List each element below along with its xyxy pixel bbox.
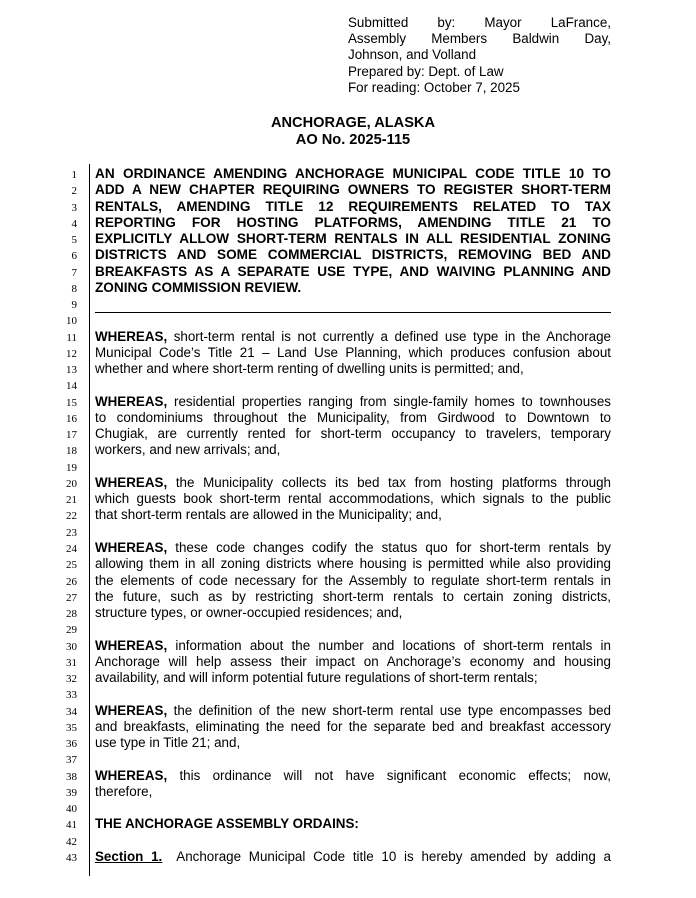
line-content: the definition of the new short-term rental use type encompasses bed (167, 702, 611, 718)
line-number: 43 (66, 851, 77, 864)
submission-header (348, 15, 611, 96)
document-line (0, 784, 696, 800)
line-text (95, 394, 611, 410)
document-line (0, 751, 696, 767)
line-number: 36 (66, 738, 77, 751)
whereas-lead: WHEREAS, (95, 637, 168, 653)
line-text (95, 719, 611, 735)
line-content: AN ORDINANCE AMENDING ANCHORAGE MUNICIPAL CODE TITLE 10 TO (95, 166, 611, 181)
document-line (0, 556, 696, 572)
document-title: ANCHORAGE, ALASKA (270, 115, 436, 131)
line-text (95, 573, 611, 589)
line-text (95, 329, 611, 345)
document-line (0, 182, 696, 198)
line-content: to condominiums throughout the Municipality, from Girdwood to Downtown to (95, 409, 611, 425)
document-line (0, 654, 696, 670)
line-text (95, 540, 611, 556)
document-line (0, 833, 696, 849)
line-content: use type in Title 21; and, (95, 735, 241, 751)
document-line (0, 166, 696, 182)
whereas-lead: WHEREAS, (95, 328, 168, 344)
submitted-by-line: Submitted by: Mayor LaFrance, (348, 15, 611, 30)
line-text (95, 247, 611, 263)
line-text (95, 638, 611, 654)
whereas-lead: WHEREAS, (95, 539, 168, 555)
document-line (0, 768, 696, 784)
line-content: short-term rental is not currently a defined use type in the Anchorage (167, 328, 611, 344)
assembly-members-line: Assembly Members Baldwin Day, (348, 31, 611, 47)
document-line (0, 816, 696, 832)
line-number: 28 (66, 608, 77, 621)
line-number: 25 (66, 559, 77, 572)
line-text (95, 426, 611, 442)
line-number: 4 (71, 217, 77, 230)
line-number: 3 (71, 201, 77, 214)
whereas-lead: WHEREAS, (95, 393, 168, 409)
line-content: structure types, or owner-occupied residences; and, (95, 605, 403, 621)
ordinance-number: AO No. 2025-115 (295, 132, 411, 148)
document-line (0, 442, 696, 458)
document-line (0, 264, 696, 280)
line-text (95, 784, 611, 800)
line-number: 32 (66, 673, 77, 686)
document-line (0, 231, 696, 247)
line-content: that short-term rentals are allowed in the Municipality; and, (95, 507, 442, 523)
line-text (95, 182, 611, 198)
line-content: the elements of code necessary for the Assembly to regulate short-term rentals in (95, 572, 611, 588)
document-line (0, 638, 696, 654)
line-content: ZONING COMMISSION REVIEW. (95, 279, 302, 295)
line-number: 41 (66, 819, 77, 832)
line-number: 9 (71, 299, 77, 312)
line-number: 19 (66, 461, 77, 474)
line-number: 2 (71, 185, 77, 198)
document-line (0, 524, 696, 540)
document-line (0, 605, 696, 621)
line-text (95, 199, 611, 215)
document-line (0, 573, 696, 589)
line-content: EXPLICITLY ALLOW SHORT-TERM RENTALS IN ALL RESIDENTIAL ZONING (95, 231, 611, 247)
line-text (95, 735, 611, 751)
line-content: residential properties ranging from single-family homes to townhouses (167, 393, 611, 409)
line-number: 13 (66, 364, 77, 377)
line-content: DISTRICTS AND SOME COMMERCIAL DISTRICTS, REMOVING BED AND (95, 247, 611, 263)
document-line (0, 686, 696, 702)
document-line (0, 345, 696, 361)
document-line (0, 589, 696, 605)
prepared-by-line: Prepared by: Dept. of Law (348, 63, 504, 79)
document-line (0, 410, 696, 426)
document-line (0, 703, 696, 719)
document-line (0, 329, 696, 345)
for-reading-line: For reading: October 7, 2025 (348, 79, 520, 95)
line-text (95, 816, 611, 832)
document-line (0, 475, 696, 491)
line-text (95, 556, 611, 572)
line-content: information about the number and locations of short-term rentals in (167, 637, 611, 653)
line-text (95, 410, 611, 426)
whereas-lead: WHEREAS, (95, 474, 168, 490)
line-text (95, 345, 611, 361)
line-content: this ordinance will not have significant economic effects; now, (167, 767, 611, 783)
line-text (95, 442, 611, 458)
line-content: Municipal Code’s Title 21 – Land Use Planning, which produces confusion about (95, 344, 611, 360)
line-text (95, 231, 611, 247)
line-number: 42 (66, 835, 77, 848)
line-number: 21 (66, 494, 77, 507)
line-number: 15 (66, 396, 77, 409)
document-line (0, 507, 696, 523)
line-number: 26 (66, 575, 77, 588)
line-text (95, 589, 611, 605)
line-text (95, 491, 611, 507)
line-text (95, 768, 611, 784)
document-line (0, 719, 696, 735)
line-text (95, 849, 611, 865)
line-content: workers, and new arrivals; and, (95, 442, 281, 458)
line-content: and breakfasts, eliminating the need for the separate bed and breakfast accessory (95, 718, 611, 734)
line-content: therefore, (95, 783, 153, 799)
line-number: 33 (66, 689, 77, 702)
line-number: 31 (66, 656, 77, 669)
document-line (0, 280, 696, 296)
document-line (0, 199, 696, 215)
document-line (0, 491, 696, 507)
line-number: 10 (66, 315, 77, 328)
line-number: 18 (66, 445, 77, 458)
whereas-lead: WHEREAS, (95, 702, 168, 718)
document-line (0, 459, 696, 475)
document-line (0, 670, 696, 686)
document-line (0, 361, 696, 377)
line-content: which guests book short-term rental accommodations, which signals to the public (95, 491, 611, 507)
line-text (95, 166, 611, 182)
document-line (0, 621, 696, 637)
line-text (95, 264, 611, 280)
document-line (0, 394, 696, 410)
line-number: 1 (71, 169, 77, 181)
line-number: 5 (71, 234, 77, 247)
document-line (0, 800, 696, 816)
document-line (0, 215, 696, 231)
line-text (95, 280, 611, 296)
line-number: 27 (66, 591, 77, 604)
line-text (95, 475, 611, 491)
document-line (0, 540, 696, 556)
line-content: Anchorage will help assess their impact on Anchorage’s economy and housing (95, 653, 611, 669)
document-line (0, 312, 696, 328)
line-number: 40 (66, 803, 77, 816)
line-text (95, 361, 611, 377)
document-line (0, 377, 696, 393)
line-content: THE ANCHORAGE ASSEMBLY ORDAINS: (95, 816, 359, 832)
members-continued-line: Johnson, and Volland (348, 47, 477, 63)
line-number: 16 (66, 412, 77, 425)
line-content: the Municipality collects its bed tax from hosting platforms through (167, 474, 611, 490)
line-text (95, 670, 611, 686)
line-number: 20 (66, 477, 77, 490)
line-number: 34 (66, 705, 77, 718)
line-number: 30 (66, 640, 77, 653)
line-number: 8 (71, 282, 77, 295)
line-content: availability, and will inform potential future regulations of short-term rentals; (95, 670, 538, 686)
line-number: 37 (66, 754, 77, 767)
line-number: 35 (66, 721, 77, 734)
line-number: 7 (71, 266, 77, 279)
line-content: REPORTING FOR HOSTING PLATFORMS, AMENDING TITLE 21 TO (95, 214, 611, 230)
line-number: 23 (66, 526, 77, 539)
line-number: 29 (66, 624, 77, 637)
line-number: 11 (66, 331, 77, 344)
line-number: 24 (66, 542, 77, 555)
document-line (0, 426, 696, 442)
document-line (0, 735, 696, 751)
line-number: 38 (66, 770, 77, 783)
line-text (95, 654, 611, 670)
line-content: these code changes codify the status quo for short-term rentals by (167, 539, 611, 555)
line-text (95, 703, 611, 719)
line-number: 12 (66, 347, 77, 360)
line-content: whether and where short-term renting of dwelling units is permitted; and, (95, 361, 524, 377)
whereas-lead: WHEREAS, (95, 767, 168, 783)
line-content: Anchorage Municipal Code title 10 is hereby amended by adding a (176, 848, 611, 864)
line-content: RENTALS, AMENDING TITLE 12 REQUIREMENTS RELATED TO TAX (95, 198, 611, 214)
line-number: 22 (66, 510, 77, 523)
line-number: 39 (66, 786, 77, 799)
line-text (95, 507, 611, 523)
line-content: allowing them in all zoning districts where housing is permitted while also providing (95, 556, 611, 572)
line-content: BREAKFASTS AS A SEPARATE USE TYPE, AND WAIVING PLANNING AND (95, 263, 611, 279)
line-number: 6 (71, 250, 77, 263)
line-number: 17 (66, 429, 77, 442)
document-line (0, 849, 696, 865)
document-line (0, 296, 696, 312)
line-number: 14 (66, 380, 77, 393)
line-content: Chugiak, are currently rented for short-term occupancy to travelers, temporary (95, 426, 611, 442)
section-heading: Section 1. (95, 848, 163, 864)
line-content: ADD A NEW CHAPTER REQUIRING OWNERS TO REGISTER SHORT-TERM (95, 182, 611, 198)
line-text (95, 215, 611, 231)
document-line (0, 247, 696, 263)
line-content: the future, such as by restricting short-term rentals to certain zoning districts, (95, 588, 611, 604)
line-text (95, 605, 611, 621)
